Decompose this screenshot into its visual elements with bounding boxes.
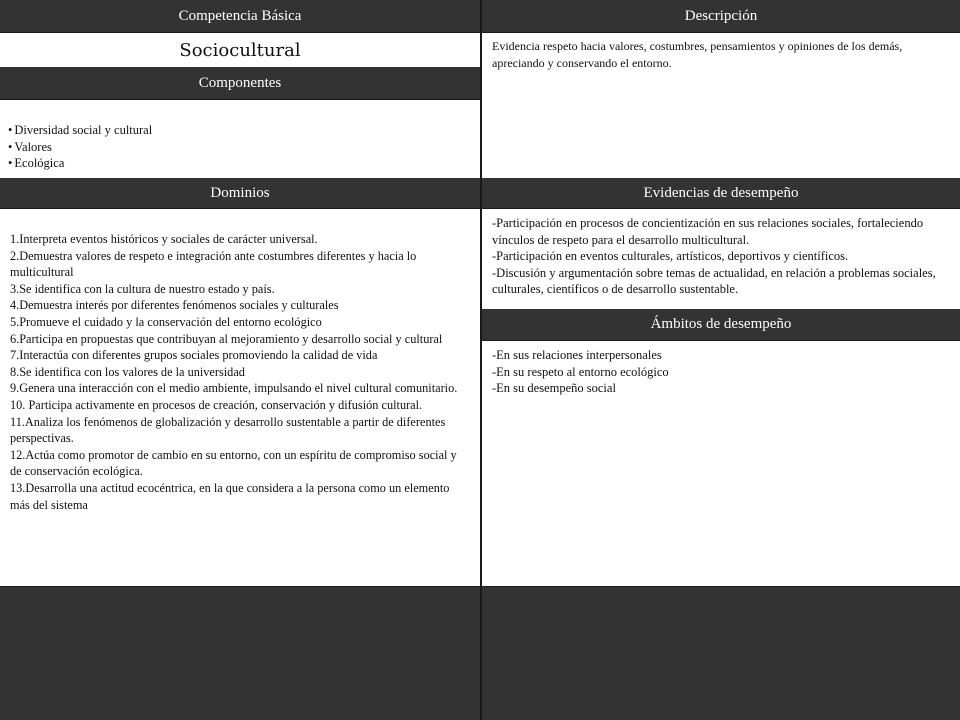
header-descripcion: Descripción	[482, 0, 960, 33]
competencia-name: Sociocultural	[0, 33, 480, 67]
list-item: 6.Participa en propuestas que contribuyan al mejoramiento y desarrollo social y cultural	[10, 331, 443, 346]
evidencias-cell	[482, 209, 960, 309]
list-item: -En su desempeño social	[492, 381, 616, 395]
empty-cell-left	[0, 586, 480, 720]
list-item: 8.Se identifica con los valores de la universidad	[10, 364, 245, 379]
list-item: -Participación en eventos culturales, artísticos, deportivos y científicos.	[492, 249, 849, 263]
list-item: 12.Actúa como promotor de cambio en su entorno, con un espíritu de compromiso social y de conservación ecológica.	[10, 447, 457, 479]
header-competencia: Competencia Básica	[0, 0, 480, 33]
list-item: 11.Analiza los fenómenos de globalización y desarrollo sustentable a partir de diferentes perspectivas.	[10, 414, 446, 446]
list-item: -En sus relaciones interpersonales	[492, 348, 662, 362]
header-ambitos: Ámbitos de desempeño	[482, 309, 960, 341]
column-divider	[480, 0, 482, 720]
list-item: 5.Promueve el cuidado y la conservación del entorno ecológico	[10, 314, 322, 329]
list-item: 13.Desarrolla una actitud ecocéntrica, en la que considera a la persona como un elemento más del sistema	[10, 480, 450, 512]
descripcion-text: Evidencia respeto hacia valores, costumbres, pensamientos y opiniones de los demás, apreciando y conservando el entorno.	[482, 33, 960, 178]
header-componentes: Componentes	[0, 67, 480, 100]
list-item: 7.Interactúa con diferentes grupos sociales promoviendo la calidad de vida	[10, 348, 378, 363]
list-item: 1.Interpreta eventos históricos y sociales de carácter universal.	[10, 232, 318, 246]
header-evidencias: Evidencias de desempeño	[482, 178, 960, 209]
list-item: • Diversidad social y cultural	[8, 122, 470, 139]
list-item: -Participación en procesos de concientización en sus relaciones sociales, fortaleciendo vínculos de respeto para el desarrollo multicultural.	[492, 216, 924, 247]
list-item: 10. Participa activamente en procesos de creación, conservación y difusión cultural.	[10, 397, 423, 412]
componentes-cell	[0, 100, 480, 178]
list-item: • Ecológica	[8, 155, 470, 172]
componentes-list	[8, 122, 470, 172]
dominios-cell	[0, 209, 480, 586]
list-item: -En su respeto al entorno ecológico	[492, 364, 669, 379]
list-item: -Discusión y argumentación sobre temas de actualidad, en relación a problemas sociales, culturales, científicos o de desarrollo sustentable.	[492, 265, 936, 296]
empty-cell-right	[482, 586, 960, 720]
header-dominios: Dominios	[0, 178, 480, 209]
ambitos-cell	[482, 341, 960, 586]
list-item: 2.Demuestra valores de respeto e integración ante costumbres diferentes y hacia lo multicultural	[10, 248, 417, 280]
list-item: • Valores	[8, 139, 470, 156]
list-item: 4.Demuestra interés por diferentes fenómenos sociales y culturales	[10, 298, 339, 313]
list-item: 3.Se identifica con la cultura de nuestro estado y país.	[10, 281, 275, 296]
list-item: 9.Genera una interacción con el medio ambiente, impulsando el nivel cultural comunitario.	[10, 381, 458, 396]
